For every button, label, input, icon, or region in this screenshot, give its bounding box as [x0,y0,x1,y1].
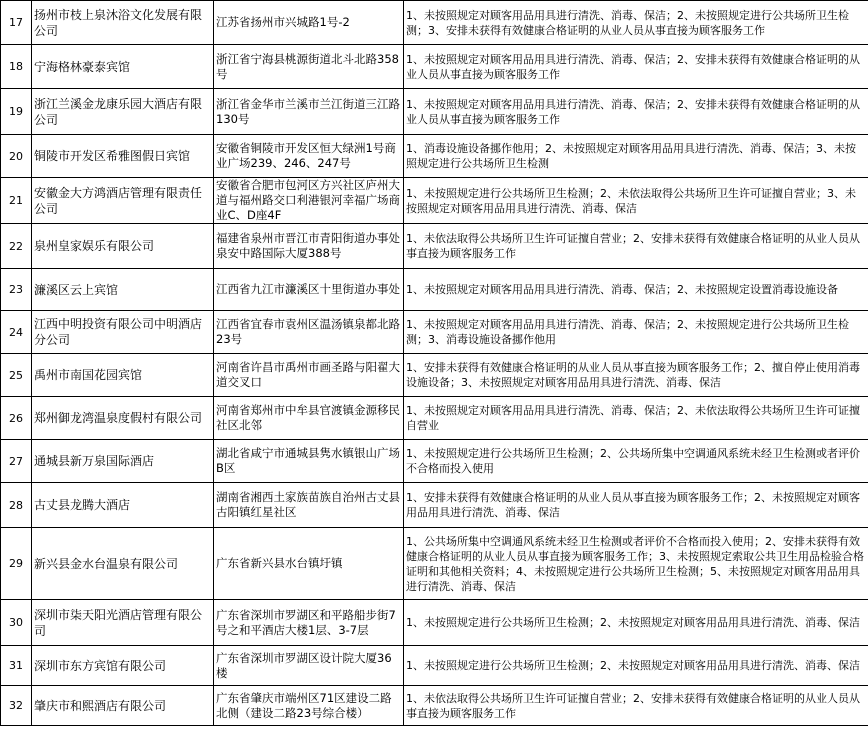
row-number: 24 [1,311,32,354]
address-cell: 广东省深圳市罗湖区和平路船步街7号之和平酒店大楼1层、3-7层 [214,600,404,646]
row-number: 28 [1,483,32,528]
address-cell: 浙江省宁海县桃源街道北斗北路358号 [214,45,404,89]
address-cell: 江西省宜春市袁州区温汤镇泉都北路23号 [214,311,404,354]
establishment-name: 郑州御龙湾温泉度假村有限公司 [32,397,214,440]
address-cell: 江西省九江市濂溪区十里街道办事处 [214,269,404,311]
establishment-name: 扬州市枝上泉沐浴文化发展有限公司 [32,1,214,45]
address-cell: 湖北省咸宁市通城县隽水镇银山广场B区 [214,440,404,483]
table-row [1,178,868,224]
row-number: 20 [1,135,32,178]
address-cell: 湖南省湘西土家族苗族自治州古丈县古阳镇红星社区 [214,483,404,528]
table-row [1,311,868,354]
establishment-name: 濂溪区云上宾馆 [32,269,214,311]
address-cell: 福建省泉州市晋江市青阳街道办事处泉安中路国际大厦388号 [214,224,404,269]
row-number: 25 [1,354,32,397]
violations-cell: 1、未按照规定对顾客用品用具进行清洗、消毒、保洁；2、安排未获得有效健康合格证明的从业人员从事直接为顾客服务工作 [404,45,868,89]
row-number: 30 [1,600,32,646]
table-row [1,686,868,726]
violations-cell: 1、公共场所集中空调通风系统未经卫生检测或者评价不合格而投入使用；2、安排未获得有效健康合格证明的从业人员从事直接为顾客服务工作；3、未按照规定索取公共卫生用品检验合格证明和其他相关资料；4、未按照规定进行公共场所卫生检测；5、未按照规定对顾客用品用具进行清洗、消毒、保洁 [404,528,868,600]
row-number: 22 [1,224,32,269]
row-number: 23 [1,269,32,311]
violations-cell: 1、安排未获得有效健康合格证明的从业人员从事直接为顾客服务工作；2、擅自停止使用消毒设施设备；3、未按照规定对顾客用品用具进行清洗、消毒、保洁 [404,354,868,397]
row-number: 27 [1,440,32,483]
table-row [1,483,868,528]
establishment-name: 江西中明投资有限公司中明酒店分公司 [32,311,214,354]
table-row [1,135,868,178]
address-cell: 广东省肇庆市端州区71区建设二路北侧（建设二路23号综合楼） [214,686,404,726]
table-row [1,89,868,135]
table-row [1,646,868,686]
violations-cell: 1、未按照规定对顾客用品用具进行清洗、消毒、保洁；2、未按照规定进行公共场所卫生检测；3、消毒设施设备挪作他用 [404,311,868,354]
table-row [1,440,868,483]
establishment-name: 安徽金大方鸿酒店管理有限责任公司 [32,178,214,224]
establishment-name: 宁海格林豪泰宾馆 [32,45,214,89]
address-cell: 安徽省铜陵市开发区恒大绿洲1号商业广场239、246、247号 [214,135,404,178]
row-number: 31 [1,646,32,686]
table-row [1,224,868,269]
establishment-name: 浙江兰溪金龙康乐园大酒店有限公司 [32,89,214,135]
establishment-name: 禹州市南国花园宾馆 [32,354,214,397]
address-cell: 河南省郑州市中牟县官渡镇金源移民社区北邻 [214,397,404,440]
establishment-name: 深圳市柒天阳光酒店管理有限公司 [32,600,214,646]
establishment-name: 古丈县龙腾大酒店 [32,483,214,528]
establishment-name: 肇庆市和熙酒店有限公司 [32,686,214,726]
address-cell: 河南省许昌市禹州市画圣路与阳翟大道交叉口 [214,354,404,397]
violations-cell: 1、未按照规定对顾客用品用具进行清洗、消毒、保洁；2、未按照规定设置消毒设施设备 [404,269,868,311]
establishment-name: 泉州皇家娱乐有限公司 [32,224,214,269]
violations-cell: 1、未依法取得公共场所卫生许可证擅自营业；2、安排未获得有效健康合格证明的从业人员从事直接为顾客服务工作 [404,686,868,726]
table-row [1,269,868,311]
table-row [1,528,868,600]
violations-cell: 1、消毒设施设备挪作他用；2、未按照规定对顾客用品用具进行清洗、消毒、保洁；3、未按照规定进行公共场所卫生检测 [404,135,868,178]
table-row [1,1,868,45]
establishment-name: 深圳市东方宾馆有限公司 [32,646,214,686]
violations-cell: 1、未按照规定对顾客用品用具进行清洗、消毒、保洁；2、安排未获得有效健康合格证明的从业人员从事直接为顾客服务工作 [404,89,868,135]
violations-cell: 1、未按照规定对顾客用品用具进行清洗、消毒、保洁；2、未依法取得公共场所卫生许可证擅自营业 [404,397,868,440]
violations-cell: 1、未依法取得公共场所卫生许可证擅自营业；2、安排未获得有效健康合格证明的从业人员从事直接为顾客服务工作 [404,224,868,269]
violations-cell: 1、未按照规定对顾客用品用具进行清洗、消毒、保洁；2、未按照规定进行公共场所卫生检测；3、安排未获得有效健康合格证明的从业人员从事直接为顾客服务工作 [404,1,868,45]
establishment-name: 通城县新万泉国际酒店 [32,440,214,483]
violations-cell: 1、未按照规定进行公共场所卫生检测；2、公共场所集中空调通风系统未经卫生检测或者评价不合格而投入使用 [404,440,868,483]
row-number: 26 [1,397,32,440]
table-row [1,600,868,646]
violations-cell: 1、未按照规定进行公共场所卫生检测；2、未按照规定对顾客用品用具进行清洗、消毒、保洁 [404,600,868,646]
row-number: 17 [1,1,32,45]
establishment-name: 新兴县金水台温泉有限公司 [32,528,214,600]
establishment-name: 铜陵市开发区希雅图假日宾馆 [32,135,214,178]
row-number: 18 [1,45,32,89]
row-number: 21 [1,178,32,224]
table-body [1,1,868,726]
address-cell: 广东省深圳市罗湖区设计院大厦36楼 [214,646,404,686]
table-row [1,45,868,89]
row-number: 32 [1,686,32,726]
row-number: 19 [1,89,32,135]
violations-cell: 1、安排未获得有效健康合格证明的从业人员从事直接为顾客服务工作；2、未按照规定对顾客用品用具进行清洗、消毒、保洁 [404,483,868,528]
address-cell: 江苏省扬州市兴城路1号-2 [214,1,404,45]
row-number: 29 [1,528,32,600]
table-row [1,354,868,397]
address-cell: 安徽省合肥市包河区方兴社区庐州大道与福州路交口利港银河幸福广场商业C、D座4F [214,178,404,224]
violations-cell: 1、未按照规定进行公共场所卫生检测；2、未依法取得公共场所卫生许可证擅自营业；3、未按照规定对顾客用品用具进行清洗、消毒、保洁 [404,178,868,224]
address-cell: 浙江省金华市兰溪市兰江街道三江路130号 [214,89,404,135]
address-cell: 广东省新兴县水台镇圩镇 [214,528,404,600]
violations-cell: 1、未按照规定进行公共场所卫生检测；2、未按照规定对顾客用品用具进行清洗、消毒、保洁 [404,646,868,686]
table-row [1,397,868,440]
